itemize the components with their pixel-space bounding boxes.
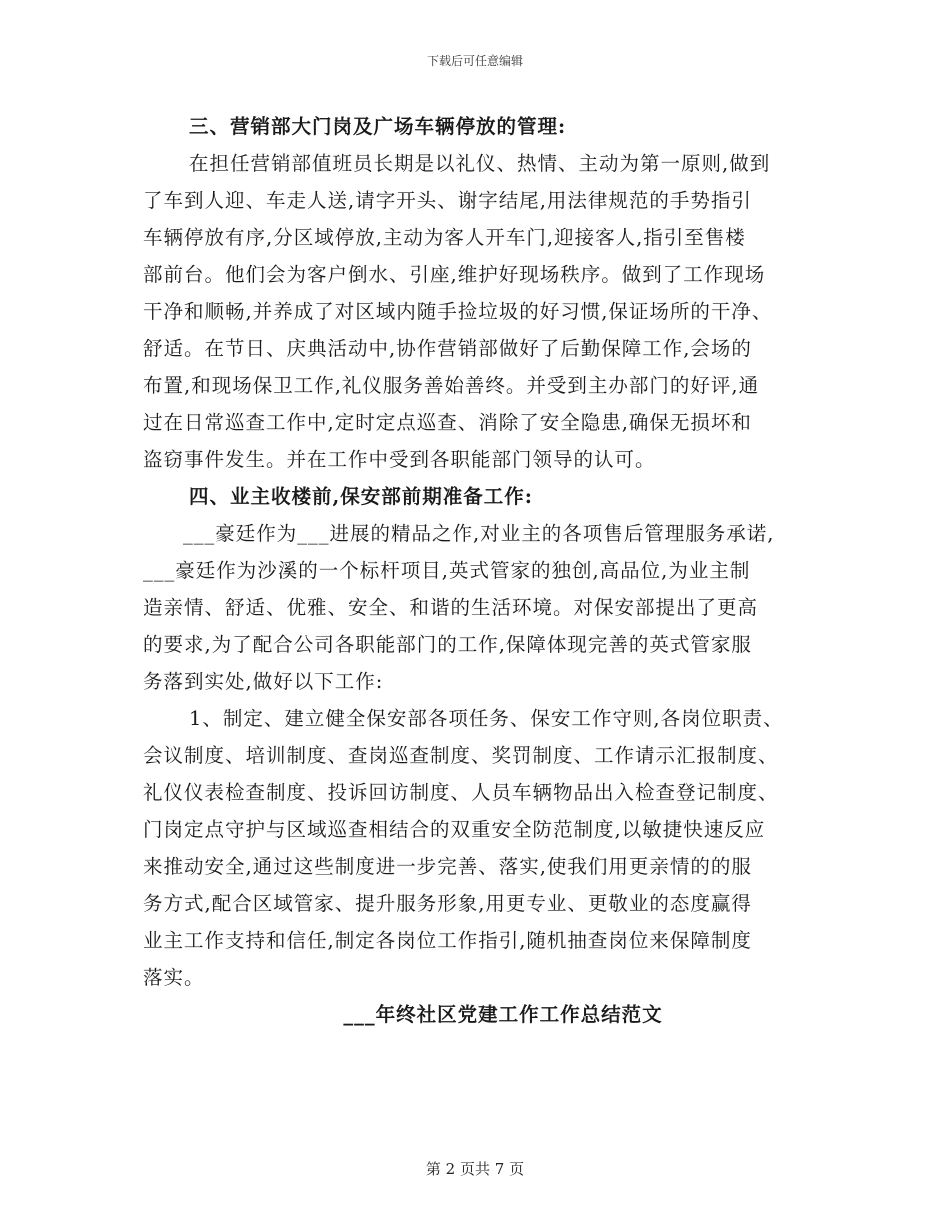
paragraph-line: 部前台。他们会为客户倒水、引座,维护好现场秩序。做到了工作现场 <box>143 263 766 286</box>
document-title: ___年终社区党建工作工作总结范文 <box>343 1003 663 1026</box>
page-header: 下载后可任意编辑 <box>426 54 523 68</box>
paragraph-line: 在担任营销部值班员长期是以礼仪、热情、主动为第一原则,做到 <box>189 152 771 175</box>
paragraph-line: 过在日常巡查工作中,定时定点巡查、消除了安全隐患,确保无损坏和 <box>143 411 752 434</box>
section-heading: 三、营销部大门岗及广场车辆停放的管理: <box>189 115 567 138</box>
paragraph-line: 门岗定点守护与区域巡查相结合的双重安全防范制度,以敏捷快速反应 <box>143 818 766 841</box>
paragraph-line: 造亲情、舒适、优雅、安全、和谐的生活环境。对保安部提出了更高 <box>143 596 759 619</box>
paragraph-line: 舒适。在节日、庆典活动中,协作营销部做好了后勤保障工作,会场的 <box>143 337 752 360</box>
paragraph-line: 来推动安全,通过这些制度进一步完善、落实,使我们用更亲情的的服 <box>143 855 752 878</box>
page-footer: 第 2 页共 7 页 <box>425 1160 525 1178</box>
paragraph-line: 了车到人迎、车走人送,请字开头、谢字结尾,用法律规范的手势指引 <box>143 189 752 212</box>
paragraph-line: 盗窃事件发生。并在工作中受到各职能部门领导的认可。 <box>143 448 656 471</box>
paragraph-line: 干净和顺畅,并养成了对区域内随手捡垃圾的好习惯,保证场所的干净、 <box>143 300 773 323</box>
paragraph-line: 布置,和现场保卫工作,礼仪服务善始善终。并受到主办部门的好评,通 <box>143 374 760 397</box>
paragraph-line: 会议制度、培训制度、查岗巡查制度、奖罚制度、工作请示汇报制度、 <box>143 744 779 767</box>
paragraph-line: 的要求,为了配合公司各职能部门的工作,保障体现完善的英式管家服 <box>143 633 752 656</box>
paragraph-line: ___豪廷作为沙溪的一个标杆项目,英式管家的独创,高品位,为业主制 <box>143 559 751 582</box>
document-body <box>143 108 823 1033</box>
paragraph-line: 务方式,配合区域管家、提升服务形象,用更专业、更敬业的态度赢得 <box>143 892 752 915</box>
paragraph-line: 礼仪仪表检查制度、投诉回访制度、人员车辆物品出入检查登记制度、 <box>143 781 779 804</box>
paragraph-line: 车辆停放有序,分区域停放,主动为客人开车门,迎接客人,指引至售楼 <box>143 226 746 249</box>
section-heading: 四、业主收楼前,保安部前期准备工作: <box>189 485 533 508</box>
paragraph-line: 落实。 <box>143 966 205 989</box>
paragraph-line: 1、制定、建立健全保安部各项任务、保安工作守则,各岗位职责、 <box>189 707 784 730</box>
paragraph-line: 业主工作支持和信任,制定各岗位工作指引,随机抽查岗位来保障制度 <box>143 929 752 952</box>
paragraph-line: ___豪廷作为___进展的精品之作,对业主的各项售后管理服务承诺, <box>183 522 775 545</box>
paragraph-line: 务落到实处,做好以下工作: <box>143 670 384 693</box>
